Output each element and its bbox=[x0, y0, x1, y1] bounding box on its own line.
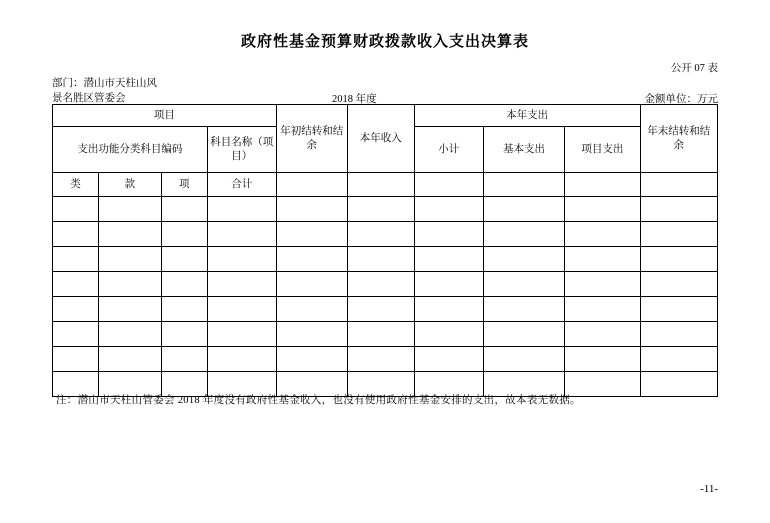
cell bbox=[207, 347, 276, 372]
cell bbox=[640, 222, 717, 247]
header-blank-2 bbox=[347, 173, 414, 197]
cell bbox=[483, 197, 565, 222]
cell bbox=[276, 272, 347, 297]
cell bbox=[99, 322, 162, 347]
table-row bbox=[53, 222, 718, 247]
cell bbox=[207, 272, 276, 297]
cell bbox=[640, 197, 717, 222]
header-current-income: 本年收入 bbox=[347, 105, 414, 173]
cell bbox=[99, 272, 162, 297]
header-subtotal: 小计 bbox=[414, 127, 483, 173]
table-header-row-3 bbox=[53, 173, 718, 197]
table-row bbox=[53, 247, 718, 272]
header-blank-4 bbox=[483, 173, 565, 197]
table-row bbox=[53, 272, 718, 297]
amount-unit-label: 金额单位：万元 bbox=[644, 94, 718, 105]
department-line-1: 部门：潜山市天柱山风 bbox=[52, 78, 157, 89]
cell bbox=[53, 272, 99, 297]
cell bbox=[99, 347, 162, 372]
cell bbox=[53, 197, 99, 222]
cell bbox=[53, 322, 99, 347]
cell bbox=[640, 372, 717, 397]
cell bbox=[99, 247, 162, 272]
cell bbox=[414, 247, 483, 272]
cell bbox=[483, 222, 565, 247]
page-number: -11- bbox=[700, 483, 718, 495]
cell bbox=[483, 297, 565, 322]
header-blank-1 bbox=[276, 173, 347, 197]
cell bbox=[640, 247, 717, 272]
cell bbox=[347, 297, 414, 322]
cell bbox=[483, 272, 565, 297]
cell bbox=[347, 222, 414, 247]
cell bbox=[276, 297, 347, 322]
header-item: 项目 bbox=[53, 105, 277, 127]
cell bbox=[99, 197, 162, 222]
cell bbox=[565, 347, 640, 372]
cell bbox=[565, 222, 640, 247]
cell bbox=[276, 247, 347, 272]
cell bbox=[414, 222, 483, 247]
header-function-code: 支出功能分类科目编码 bbox=[53, 127, 208, 173]
header-category: 类 bbox=[53, 173, 99, 197]
cell bbox=[414, 347, 483, 372]
header-ending-balance: 年末结转和结余 bbox=[640, 105, 717, 173]
cell bbox=[414, 322, 483, 347]
table-header-row-1 bbox=[53, 105, 718, 127]
cell bbox=[483, 247, 565, 272]
cell bbox=[414, 297, 483, 322]
cell bbox=[640, 297, 717, 322]
cell bbox=[414, 197, 483, 222]
cell bbox=[276, 197, 347, 222]
cell bbox=[276, 222, 347, 247]
cell bbox=[53, 347, 99, 372]
header-blank-5 bbox=[565, 173, 640, 197]
header-project-expenditure: 项目支出 bbox=[565, 127, 640, 173]
cell bbox=[207, 297, 276, 322]
department-line-2: 景名胜区管委会 bbox=[52, 93, 126, 104]
cell bbox=[276, 347, 347, 372]
cell bbox=[347, 272, 414, 297]
header-current-expenditure: 本年支出 bbox=[414, 105, 640, 127]
cell bbox=[565, 297, 640, 322]
cell bbox=[161, 197, 207, 222]
table-row bbox=[53, 322, 718, 347]
cell bbox=[565, 247, 640, 272]
header-basic-expenditure: 基本支出 bbox=[483, 127, 565, 173]
table-row bbox=[53, 197, 718, 222]
cell bbox=[347, 347, 414, 372]
cell bbox=[207, 247, 276, 272]
form-code-label: 公开 07 表 bbox=[670, 63, 718, 74]
cell bbox=[161, 247, 207, 272]
cell bbox=[640, 322, 717, 347]
cell bbox=[640, 347, 717, 372]
cell bbox=[565, 322, 640, 347]
department-block bbox=[52, 76, 157, 106]
cell bbox=[347, 247, 414, 272]
header-total: 合计 bbox=[207, 173, 276, 197]
cell bbox=[53, 297, 99, 322]
cell bbox=[161, 322, 207, 347]
cell bbox=[414, 272, 483, 297]
cell bbox=[565, 272, 640, 297]
header-subject-name: 科目名称（项目） bbox=[207, 127, 276, 173]
header-beginning-balance: 年初结转和结余 bbox=[276, 105, 347, 173]
cell bbox=[565, 197, 640, 222]
header-blank-3 bbox=[414, 173, 483, 197]
table-row bbox=[53, 347, 718, 372]
cell bbox=[53, 247, 99, 272]
cell bbox=[276, 322, 347, 347]
header-subitem: 项 bbox=[161, 173, 207, 197]
year-label: 2018 年度 bbox=[332, 94, 377, 105]
cell bbox=[207, 222, 276, 247]
cell bbox=[207, 322, 276, 347]
page-title: 政府性基金预算财政拨款收入支出决算表 bbox=[240, 33, 529, 50]
cell bbox=[347, 322, 414, 347]
cell bbox=[161, 347, 207, 372]
cell bbox=[483, 322, 565, 347]
cell bbox=[53, 222, 99, 247]
cell bbox=[347, 197, 414, 222]
cell bbox=[640, 272, 717, 297]
cell bbox=[483, 347, 565, 372]
cell bbox=[161, 297, 207, 322]
cell bbox=[161, 272, 207, 297]
cell bbox=[161, 222, 207, 247]
cell bbox=[99, 297, 162, 322]
cell bbox=[99, 222, 162, 247]
meta-row bbox=[52, 76, 718, 106]
header-section: 款 bbox=[99, 173, 162, 197]
budget-table bbox=[52, 104, 718, 397]
cell bbox=[207, 197, 276, 222]
table-row bbox=[53, 297, 718, 322]
header-blank-6 bbox=[640, 173, 717, 197]
table-note: 注：潜山市天柱山管委会 2018 年度没有政府性基金收入，也没有使用政府性基金安排的支出，故本表无数据。 bbox=[56, 395, 581, 406]
